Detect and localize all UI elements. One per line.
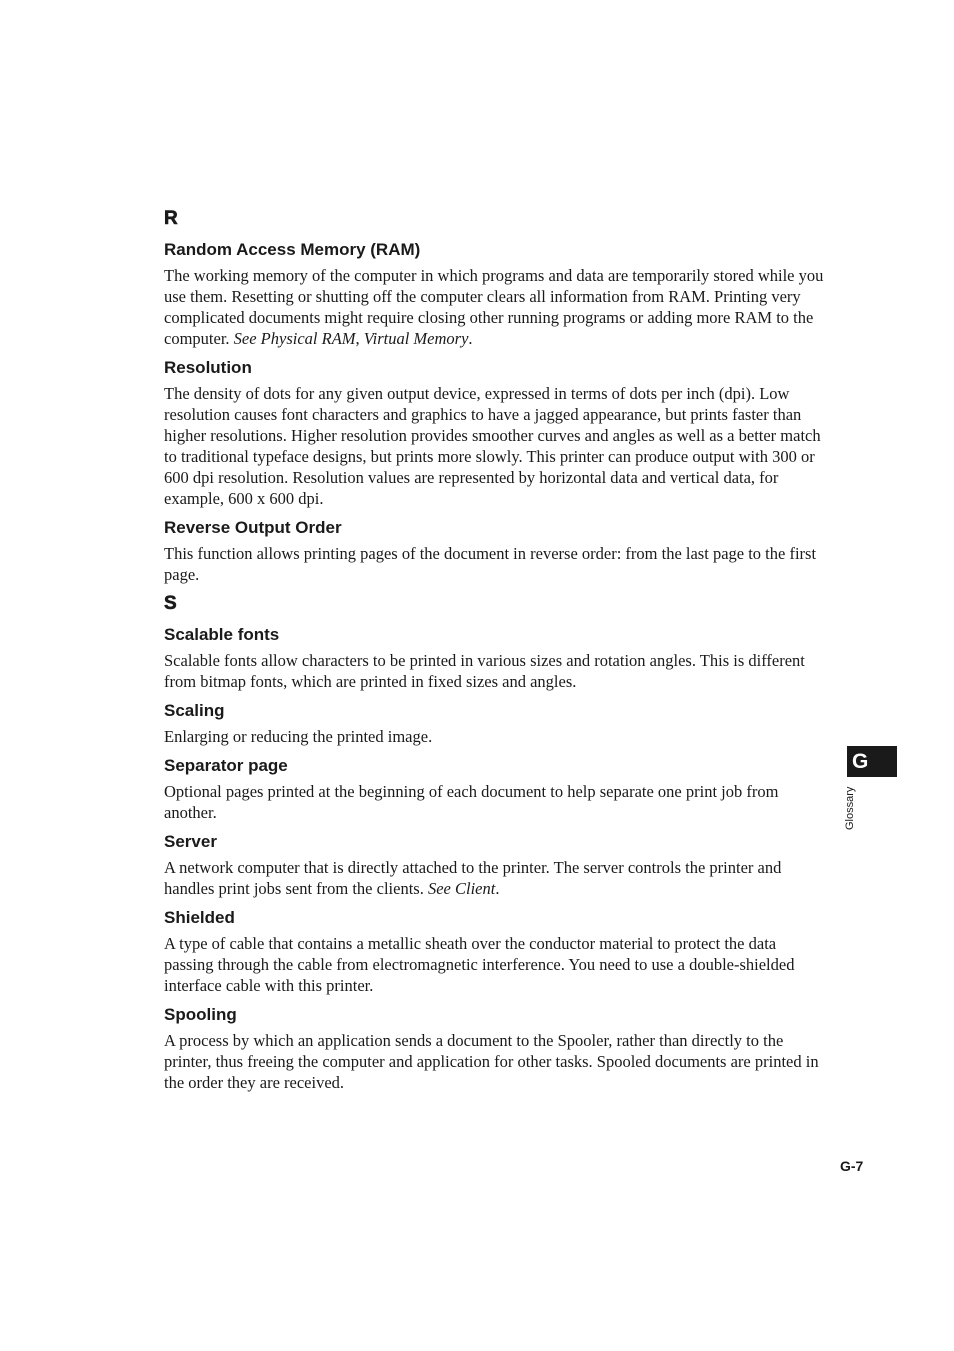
- entry-definition: A type of cable that contains a metallic sheath over the conductor material to protect the data passing through the cable from electromagnetic interference. You need to use a double-shielded interface cable with this printer.: [164, 934, 795, 995]
- glossary-entry: [164, 1003, 826, 1093]
- glossary-entry: [164, 623, 826, 692]
- reference-end: .: [468, 329, 473, 348]
- entry-term: Scaling: [164, 701, 225, 720]
- section-letter-s: S: [164, 593, 177, 614]
- glossary-entry: [164, 906, 826, 996]
- definition-text: A network computer that is directly attached to the printer. The server controls the printer and handles print jobs sent from the clients.: [164, 858, 782, 898]
- section-letter-r: R: [164, 208, 178, 229]
- entry-term: Server: [164, 832, 217, 851]
- entry-definition: This function allows printing pages of the document in reverse order: from the last page to the first page.: [164, 544, 817, 584]
- entry-definition: Scalable fonts allow characters to be printed in various sizes and rotation angles. This is different from bitmap fonts, which are printed in fixed sizes and angles.: [164, 651, 805, 691]
- see-reference: Virtual Memory: [363, 329, 469, 348]
- glossary-entry: [164, 754, 826, 823]
- see-reference: See Client: [427, 879, 496, 898]
- chapter-tab-label: Glossary: [844, 786, 856, 830]
- definition-text: The working memory of the computer in which programs and data are temporarily stored while you use them. Resetting or shutting off the computer clears all information from RAM. Printing very complicated documents might require closing other running programs or adding more RAM to the computer.: [164, 266, 824, 348]
- glossary-entry: [164, 516, 826, 585]
- entry-term: Separator page: [164, 756, 288, 775]
- entry-definition: [164, 857, 826, 899]
- entry-definition: Optional pages printed at the beginning of each document to help separate one print job from another.: [164, 782, 779, 822]
- glossary-entry: [164, 699, 826, 747]
- entry-term: Random Access Memory (RAM): [164, 240, 421, 259]
- entry-term: Scalable fonts: [164, 625, 280, 644]
- entry-definition: The density of dots for any given output device, expressed in terms of dots per inch (dpi). Low resolution causes font characters and graphics to have a jagged appearance, but prints faster than higher resolutions. Higher resolution provides smoother curves and angles as well as a better match to traditional typeface designs, but prints more slowly. This printer can produce output with 300 or 600 dpi resolution. Resolution values are represented by horizontal data and vertical data, for example, 600 x 600 dpi.: [164, 384, 821, 508]
- chapter-tab: G: [847, 746, 897, 777]
- glossary-content: [164, 207, 826, 1100]
- entry-term: Shielded: [164, 908, 235, 927]
- entry-term: Reverse Output Order: [164, 518, 342, 537]
- reference-end: .: [495, 879, 500, 898]
- reference-separator: ,: [355, 329, 364, 348]
- glossary-entry: [164, 830, 826, 899]
- entry-definition: Enlarging or reducing the printed image.: [164, 727, 433, 746]
- entry-term: Resolution: [164, 358, 252, 377]
- entry-term: Spooling: [164, 1005, 237, 1024]
- glossary-entry: [164, 356, 826, 509]
- entry-definition: [164, 265, 826, 349]
- see-reference: See Physical RAM: [233, 329, 356, 348]
- page-number: G-7: [840, 1158, 864, 1174]
- entry-definition: A process by which an application sends a document to the Spooler, rather than directly to the printer, thus freeing the computer and application for other tasks. Spooled documents are printed in the order they are received.: [164, 1031, 819, 1092]
- glossary-entry: [164, 238, 826, 349]
